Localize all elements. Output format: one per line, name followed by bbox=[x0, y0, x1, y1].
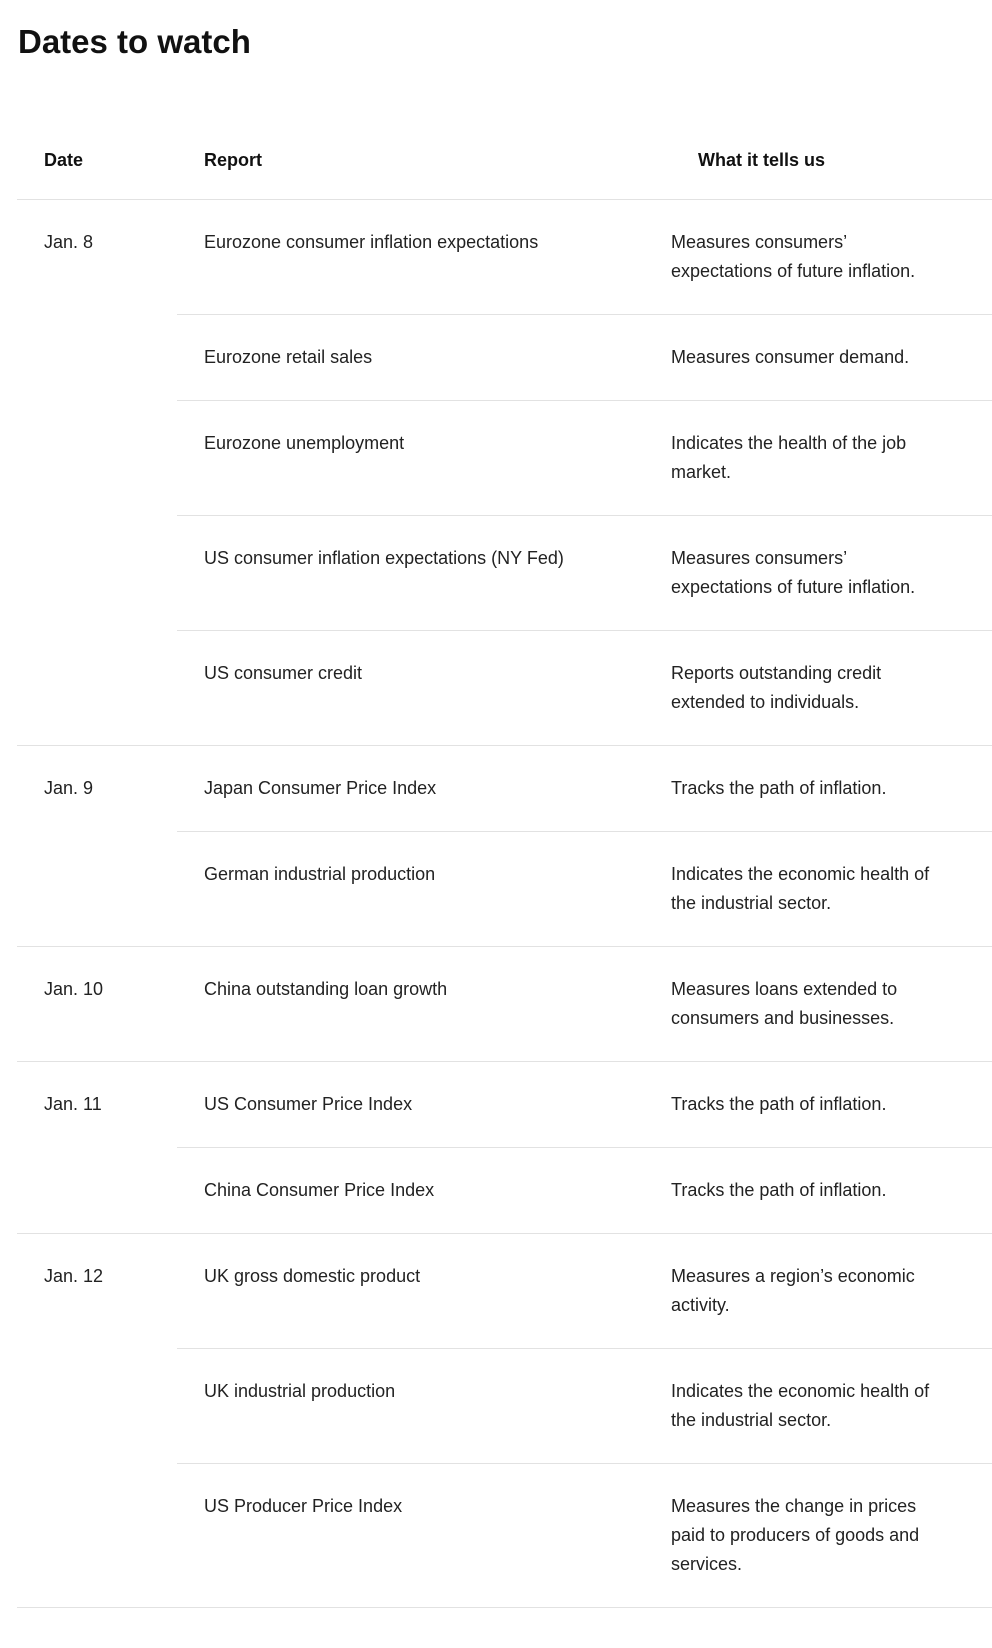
report-cell: UK industrial production bbox=[204, 1381, 396, 1401]
date-cell: Jan. 11 bbox=[44, 1094, 102, 1114]
description-cell: Indicates the economic health of the industrial sector. bbox=[671, 864, 930, 913]
table-row bbox=[177, 947, 992, 1061]
column-header-report: Report bbox=[204, 150, 262, 170]
table-row bbox=[177, 1234, 992, 1349]
page-title: Dates to watch bbox=[18, 23, 251, 60]
report-cell: German industrial production bbox=[204, 864, 436, 884]
description-cell: Tracks the path of inflation. bbox=[671, 1094, 887, 1114]
report-rows bbox=[177, 947, 992, 1061]
table-row bbox=[177, 1349, 992, 1464]
description-cell: Indicates the health of the job market. bbox=[671, 433, 907, 482]
report-cell: US consumer credit bbox=[204, 663, 363, 683]
date-group bbox=[17, 947, 992, 1062]
description-cell: Measures the change in prices paid to producers of goods and services. bbox=[671, 1496, 920, 1574]
table-row bbox=[177, 832, 992, 946]
table-row bbox=[177, 516, 992, 631]
date-cell: Jan. 12 bbox=[44, 1266, 104, 1286]
report-cell: US Producer Price Index bbox=[204, 1496, 403, 1516]
report-rows bbox=[177, 746, 992, 946]
report-cell: Eurozone consumer inflation expectations bbox=[204, 232, 539, 252]
table-header-row bbox=[17, 118, 992, 200]
report-cell: UK gross domestic product bbox=[204, 1266, 421, 1286]
date-cell: Jan. 8 bbox=[44, 232, 94, 252]
table-row bbox=[177, 401, 992, 516]
table-row bbox=[177, 631, 992, 745]
description-cell: Measures loans extended to consumers and businesses. bbox=[671, 979, 898, 1028]
report-cell: Eurozone retail sales bbox=[204, 347, 373, 367]
description-cell: Tracks the path of inflation. bbox=[671, 1180, 887, 1200]
report-cell: US Consumer Price Index bbox=[204, 1094, 413, 1114]
date-cell: Jan. 10 bbox=[44, 979, 104, 999]
report-cell: Japan Consumer Price Index bbox=[204, 778, 437, 798]
column-header-what-it-tells-us: What it tells us bbox=[698, 150, 826, 170]
column-header-date: Date bbox=[44, 150, 84, 170]
report-cell: China outstanding loan growth bbox=[204, 979, 448, 999]
report-cell: Eurozone unemployment bbox=[204, 433, 405, 453]
table-row bbox=[177, 315, 992, 401]
report-cell: US consumer inflation expectations (NY Fed) bbox=[204, 548, 564, 568]
date-cell: Jan. 9 bbox=[44, 778, 94, 798]
table-row bbox=[177, 746, 992, 832]
date-group bbox=[17, 746, 992, 947]
description-cell: Tracks the path of inflation. bbox=[671, 778, 887, 798]
table-row bbox=[177, 1464, 992, 1607]
table-row bbox=[177, 200, 992, 315]
table-row bbox=[177, 1148, 992, 1233]
description-cell: Reports outstanding credit extended to individuals. bbox=[671, 663, 882, 712]
description-cell: Measures consumers’ expectations of future inflation. bbox=[671, 232, 916, 281]
report-rows bbox=[177, 200, 992, 745]
date-group bbox=[17, 200, 992, 746]
dates-table bbox=[17, 118, 992, 1608]
date-group bbox=[17, 1234, 992, 1608]
description-cell: Indicates the economic health of the industrial sector. bbox=[671, 1381, 930, 1430]
report-rows bbox=[177, 1062, 992, 1233]
description-cell: Measures a region’s economic activity. bbox=[671, 1266, 915, 1315]
report-rows bbox=[177, 1234, 992, 1607]
description-cell: Measures consumers’ expectations of future inflation. bbox=[671, 548, 916, 597]
date-group bbox=[17, 1062, 992, 1234]
report-cell: China Consumer Price Index bbox=[204, 1180, 435, 1200]
table-row bbox=[177, 1062, 992, 1148]
description-cell: Measures consumer demand. bbox=[671, 347, 910, 367]
